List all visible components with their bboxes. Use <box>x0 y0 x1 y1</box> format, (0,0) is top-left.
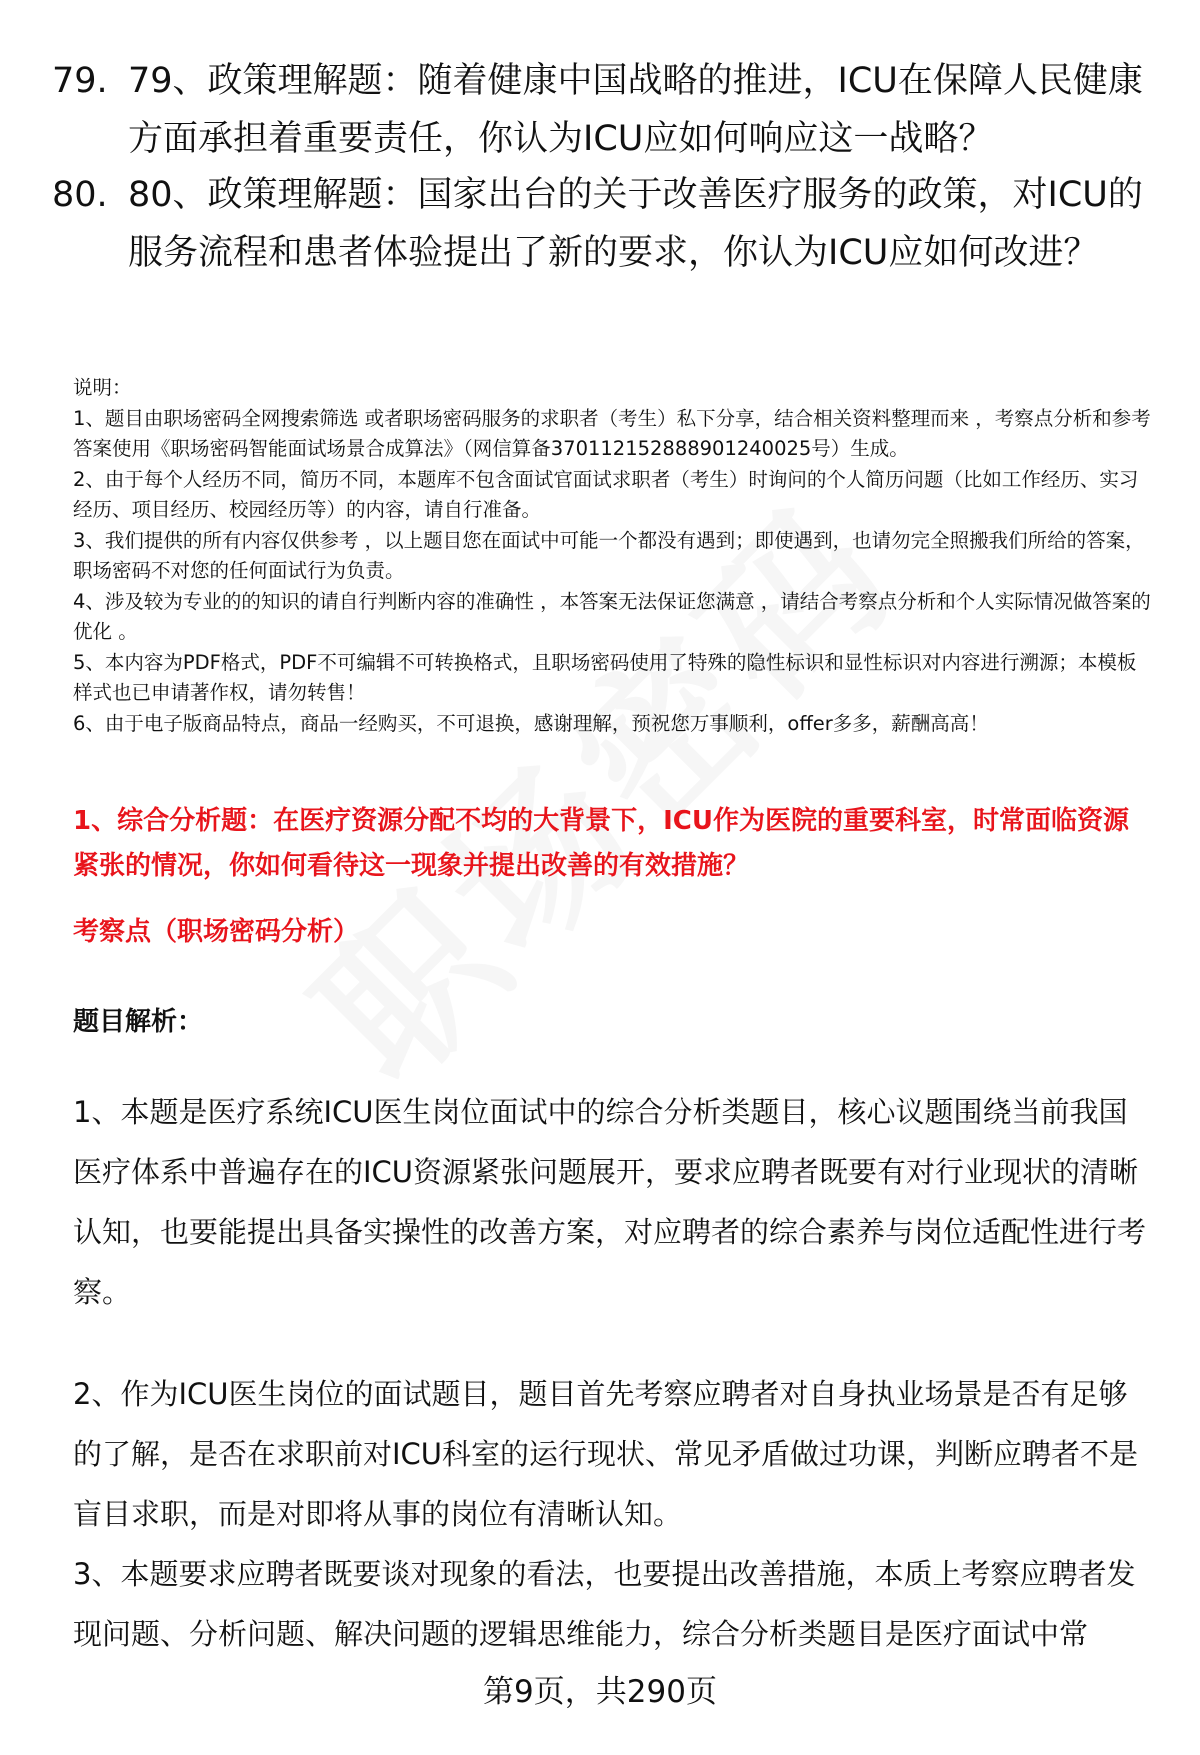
analysis-paragraph: 3、本题要求应聘者既要谈对现象的看法，也要提出改善措施，本质上考察应聘者发现问题、分析问题、解决问题的逻辑思维能力，综合分析类题目是医疗面试中常 <box>73 1557 1136 1651</box>
page-footer: 第9页，共290页 <box>483 1674 717 1710</box>
question-79 <box>52 52 1162 168</box>
analysis-paragraph: 2、作为ICU医生岗位的面试题目，题目首先考察应聘者对自身执业场景是否有足够的了解，是否在求职前对ICU科室的运行现状、常见矛盾做过功课，判断应聘者不是盲目求职，而是对即将从事的岗位有清晰认知。 <box>73 1377 1139 1531</box>
note-item: 5、本内容为PDF格式，PDF不可编辑不可转换格式，且职场密码使用了特殊的隐性标识和显性标识对内容进行溯源；本模板样式也已申请著作权，请勿转售！ <box>73 650 1137 704</box>
question-number: 80. <box>52 175 108 215</box>
note-item: 3、我们提供的所有内容仅供参考 ，以上题目您在面试中可能一个都没有遇到；即使遇到，也请勿完全照搬我们所给的答案，职场密码不对您的任何面试行为负责。 <box>73 528 1145 582</box>
analysis-heading: 题目解析： <box>73 1007 204 1037</box>
question-text: 79、政策理解题：随着健康中国战略的推进，ICU在保障人民健康方面承担着重要责任，你认为ICU应如何响应这一战略？ <box>128 61 1143 159</box>
question-number: 79. <box>52 61 108 101</box>
note-item: 6、由于电子版商品特点，商品一经购买，不可退换，感谢理解，预祝您万事顺利，offer多多，薪酬高高！ <box>73 711 989 735</box>
question-text: 80、政策理解题：国家出台的关于改善医疗服务的政策，对ICU的服务流程和患者体验提出了新的要求，你认为ICU应如何改进？ <box>128 175 1143 273</box>
notes-section <box>73 373 1153 739</box>
notes-title: 说明： <box>73 376 132 399</box>
note-item: 4、涉及较为专业的的知识的请自行判断内容的准确性 ，本答案无法保证您满意 ，请结合考察点分析和个人实际情况做答案的优化 。 <box>73 589 1151 643</box>
note-item: 2、由于每个人经历不同，简历不同，本题库不包含面试官面试求职者（考生）时询问的个人简历问题（比如工作经历、实习经历、项目经历、校园经历等）的内容，请自行准备。 <box>73 467 1139 521</box>
question-80 <box>52 166 1162 282</box>
note-item: 1、题目由职场密码全网搜索筛选 或者职场密码服务的求职者（考生）私下分享，结合相关资料整理而来 ，考察点分析和参考答案使用《职场密码智能面试场景合成算法》（网信算备370112152888901240025号）生成。 <box>73 406 1151 460</box>
analysis-paragraph: 1、本题是医疗系统ICU医生岗位面试中的综合分析类题目，核心议题围绕当前我国医疗体系中普遍存在的ICU资源紧张问题展开，要求应聘者既要有对行业现状的清晰认知，也要能提出具备实操性的改善方案，对应聘者的综合素养与岗位适配性进行考察。 <box>73 1095 1147 1309</box>
main-question: 1、综合分析题：在医疗资源分配不均的大背景下，ICU作为医院的重要科室，时常面临资源紧张的情况，你如何看待这一现象并提出改善的有效措施？ <box>73 806 1129 881</box>
exam-point-label: 考察点（职场密码分析） <box>73 917 360 947</box>
